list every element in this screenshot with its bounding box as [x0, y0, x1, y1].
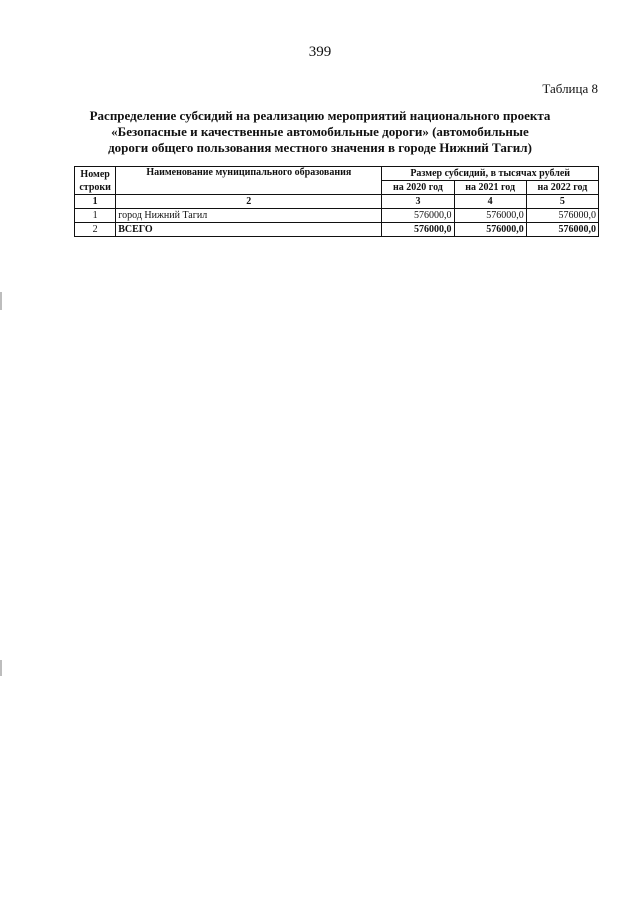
column-number: 3 — [382, 195, 454, 209]
row-number: 2 — [75, 223, 116, 237]
header-year-2020: на 2020 год — [382, 181, 454, 195]
value-2022: 576000,0 — [526, 209, 598, 223]
header-year-2021: на 2021 год — [454, 181, 526, 195]
total-label: ВСЕГО — [116, 223, 382, 237]
margin-mark-bottom — [0, 660, 2, 676]
column-number: 1 — [75, 195, 116, 209]
title-line-2: «Безопасные и качественные автомобильные дороги» (автомобильные — [111, 124, 529, 139]
value-2021: 576000,0 — [454, 209, 526, 223]
total-2021: 576000,0 — [454, 223, 526, 237]
page-number: 399 — [308, 44, 332, 60]
row-number: 1 — [75, 209, 116, 223]
table-header-row — [75, 167, 599, 181]
value-2020: 576000,0 — [382, 209, 454, 223]
total-2022: 576000,0 — [526, 223, 598, 237]
margin-mark-top — [0, 292, 2, 310]
subsidy-table — [74, 166, 599, 237]
table-label: Таблица 8 — [542, 81, 598, 96]
column-number: 4 — [454, 195, 526, 209]
total-2020: 576000,0 — [382, 223, 454, 237]
table-row — [75, 209, 599, 223]
document-title — [60, 108, 580, 156]
title-line-3: дороги общего пользования местного значения в городе Нижний Тагил) — [108, 140, 532, 155]
column-number: 2 — [116, 195, 382, 209]
table-row-total — [75, 223, 599, 237]
column-number-row — [75, 195, 599, 209]
title-line-1: Распределение субсидий на реализацию мероприятий национального проекта — [89, 108, 551, 123]
column-number: 5 — [526, 195, 598, 209]
header-amount-group: Размер субсидий, в тысячах рублей — [382, 167, 599, 181]
municipality-name: город Нижний Тагил — [116, 209, 382, 223]
header-year-2022: на 2022 год — [526, 181, 598, 195]
header-municipality: Наименование муниципального образования — [116, 167, 382, 195]
header-row-number: Номер строки — [75, 167, 116, 195]
